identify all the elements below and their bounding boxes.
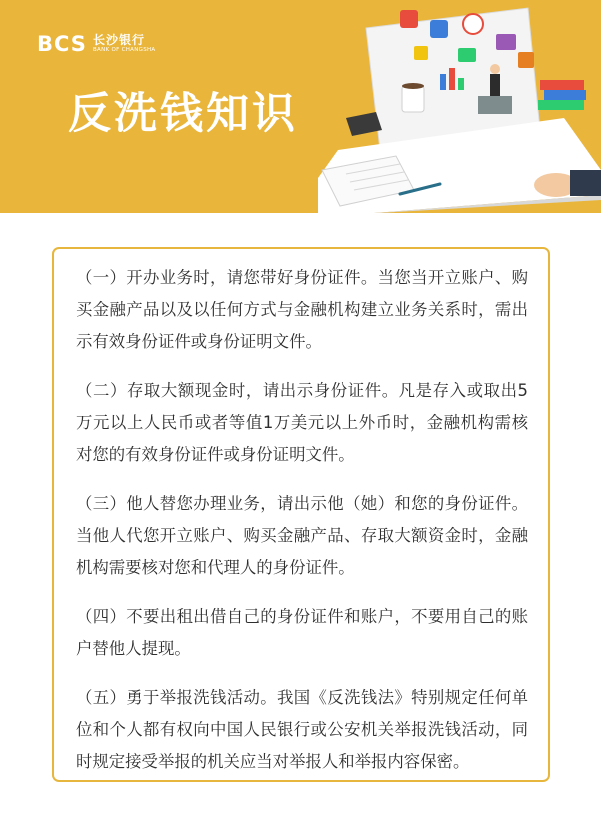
- dollar-badge-icon: [463, 14, 483, 34]
- note-paragraph-4: （四）不要出租出借自己的身份证件和账户，不要用自己的账户替他人提现。: [76, 607, 528, 658]
- chart-bar-icon: [440, 74, 446, 90]
- note-paragraph-5: （五）勇于举报洗钱活动。我国《反洗钱法》特别规定任何单位和个人都有权向中国人民银行或公安机关举报洗钱活动，同时规定接受举报的机关应当对举报人和举报内容保密。: [76, 688, 528, 771]
- app-icon-blue: [430, 20, 448, 38]
- app-icon-purple: [496, 34, 516, 50]
- note-paragraph-2: （二）存取大额现金时，请出示身份证件。凡是存入或取出5万元以上人民币或者等值1万美元以上外币时，金融机构需核对您的有效身份证件或身份证明文件。: [76, 381, 528, 464]
- sleeve: [570, 170, 601, 196]
- books-icon: [540, 80, 584, 90]
- logo-name-cn: 长沙银行: [92, 33, 145, 48]
- logo-text: [93, 34, 156, 54]
- app-icon-green: [458, 48, 476, 62]
- logo-mark: BCS: [37, 32, 87, 56]
- anti-money-laundering-notes: [52, 247, 550, 782]
- logo-name-en: BANK OF CHANGSHA: [92, 47, 156, 54]
- bank-logo: [37, 32, 156, 56]
- page-title: 反洗钱知识: [68, 89, 298, 139]
- note-paragraph-1: （一）开办业务时，请您带好身份证件。当您当开立账户、购买金融产品以及以任何方式与金融机构建立业务关系时，需出示有效身份证件或身份证明文件。: [76, 268, 528, 351]
- app-icon-yellow: [414, 46, 428, 60]
- app-icon-red: [400, 10, 418, 28]
- phone-icon: [346, 112, 382, 136]
- note-paragraph-3: （三）他人替您办理业务，请出示他（她）和您的身份证件。当他人代您开立账户、购买金融产品、存取大额资金时，金融机构需要核对您和代理人的身份证件。: [76, 494, 528, 577]
- coffee-cup-icon: [402, 86, 424, 112]
- office-desk-illustration: [318, 0, 601, 213]
- header-banner: [0, 0, 601, 213]
- office-desk-icon: [478, 96, 512, 114]
- app-icon-orange: [518, 52, 534, 68]
